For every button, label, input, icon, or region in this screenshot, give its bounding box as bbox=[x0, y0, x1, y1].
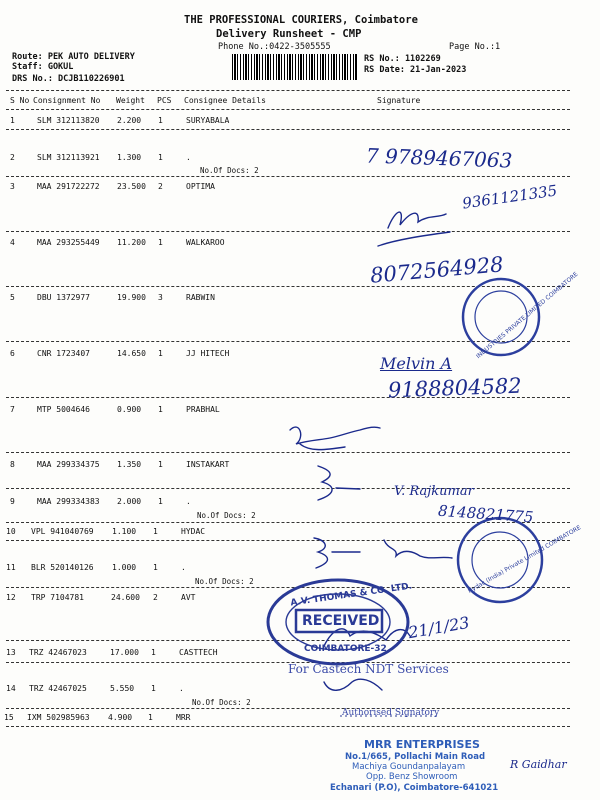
row-pcs: 1 bbox=[151, 648, 156, 657]
row-consignment: MAA 299334383 bbox=[37, 497, 100, 506]
row-sno: 2 bbox=[10, 153, 15, 162]
row-weight: 2.000 bbox=[117, 497, 142, 506]
row-consignee: JJ HITECH bbox=[186, 349, 230, 358]
mrr-stamp-name: MRR ENTERPRISES bbox=[364, 738, 480, 751]
docs-count: No.Of Docs: 2 bbox=[192, 698, 251, 707]
stamp-for-line: For Castech NDT Services bbox=[288, 662, 449, 676]
row-consignment: MAA 291722272 bbox=[37, 182, 100, 191]
row-consignee: OPTIMA bbox=[186, 182, 215, 191]
row-sno: 9 bbox=[10, 497, 15, 506]
docs-count: No.Of Docs: 2 bbox=[195, 577, 254, 586]
row-weight: 5.550 bbox=[110, 684, 135, 693]
row-consignment: SLM 312113820 bbox=[37, 116, 100, 125]
stamp-received: RECEIVED bbox=[302, 613, 380, 629]
col-signature: Signature bbox=[377, 96, 421, 105]
row-sno: 11 bbox=[6, 563, 16, 572]
row-consignee: . bbox=[179, 684, 184, 693]
row-sno: 3 bbox=[10, 182, 15, 191]
row-consignment: BLR 520140126 bbox=[31, 563, 94, 572]
row-weight: 1.100 bbox=[112, 527, 137, 536]
row-pcs: 3 bbox=[158, 293, 163, 302]
row-consignment: IXM 502985963 bbox=[27, 713, 90, 722]
row-consignment: TRZ 42467023 bbox=[29, 648, 87, 657]
row-sno: 4 bbox=[10, 238, 15, 247]
row-sno: 14 bbox=[6, 684, 16, 693]
row-consignment: CNR 1723407 bbox=[37, 349, 90, 358]
stamp-city: COIMBATORE-32 bbox=[304, 644, 387, 654]
row-consignment: MAA 299334375 bbox=[37, 460, 100, 469]
row-sno: 15 bbox=[4, 713, 14, 722]
page-number: Page No.:1 bbox=[449, 42, 501, 52]
col-consignee: Consignee Details bbox=[184, 96, 266, 105]
handwritten-phone: 9188804582 bbox=[387, 373, 522, 403]
row-consignee: INSTAKART bbox=[186, 460, 230, 469]
row-consignee: AVT bbox=[181, 593, 196, 602]
col-sno: S No bbox=[10, 96, 30, 105]
row-pcs: 1 bbox=[153, 563, 158, 572]
row-pcs: 1 bbox=[153, 527, 158, 536]
mrr-stamp-address: Opp. Benz Showroom bbox=[366, 772, 458, 782]
row-weight: 1.350 bbox=[117, 460, 142, 469]
row-weight: 11.200 bbox=[117, 238, 146, 247]
mrr-stamp-address: Machiya Goundanpalayam bbox=[352, 762, 466, 772]
rs-date: RS Date: 21-Jan-2023 bbox=[364, 65, 467, 75]
col-pcs: PCS bbox=[157, 96, 172, 105]
row-consignee: SURYABALA bbox=[186, 116, 230, 125]
stamp-company: A.V. THOMAS & CO. LTD. bbox=[289, 581, 413, 609]
row-pcs: 1 bbox=[158, 238, 163, 247]
row-sno: 6 bbox=[10, 349, 15, 358]
stamp-auth-sign: Authorised Signatory bbox=[342, 708, 440, 718]
row-sno: 1 bbox=[10, 116, 15, 125]
route-label: Route: PEK AUTO DELIVERY bbox=[12, 52, 135, 62]
row-consignee: MRR bbox=[176, 713, 191, 722]
row-consignment: MAA 293255449 bbox=[37, 238, 100, 247]
row-consignee: CASTTECH bbox=[179, 648, 218, 657]
row-consignee: HYDAC bbox=[181, 527, 206, 536]
row-pcs: 1 bbox=[158, 460, 163, 469]
handwritten-name: R Gaidhar bbox=[510, 758, 567, 771]
row-consignee: . bbox=[181, 563, 186, 572]
row-pcs: 2 bbox=[158, 182, 163, 191]
row-weight: 1.000 bbox=[112, 563, 137, 572]
row-pcs: 2 bbox=[153, 593, 158, 602]
company-title: THE PROFESSIONAL COURIERS, Coimbatore bbox=[184, 14, 418, 26]
row-sno: 5 bbox=[10, 293, 15, 302]
handwritten-phone: 8072564928 bbox=[369, 252, 505, 288]
row-weight: 1.300 bbox=[117, 153, 142, 162]
runsheet-title: Delivery Runsheet - CMP bbox=[216, 28, 362, 40]
row-weight: 2.200 bbox=[117, 116, 142, 125]
row-weight: 0.900 bbox=[117, 405, 142, 414]
handwritten-phone: 8148821775 bbox=[437, 501, 534, 527]
row-sno: 13 bbox=[6, 648, 16, 657]
handwritten-phone: 9361121335 bbox=[461, 181, 559, 213]
handwritten-date: 21/1/23 bbox=[406, 612, 471, 643]
rabwin-stamp: INDUSTRIES PRIVATE LIMITED COIMBATORE bbox=[475, 270, 580, 361]
row-sno: 12 bbox=[6, 593, 16, 602]
row-consignee: RABWIN bbox=[186, 293, 215, 302]
row-pcs: 1 bbox=[158, 349, 163, 358]
row-pcs: 1 bbox=[158, 153, 163, 162]
row-weight: 17.000 bbox=[110, 648, 139, 657]
row-consignment: VPL 941040769 bbox=[31, 527, 94, 536]
row-consignment: DBU 1372977 bbox=[37, 293, 90, 302]
row-weight: 19.900 bbox=[117, 293, 146, 302]
row-sno: 7 bbox=[10, 405, 15, 414]
row-consignment: MTP 5004646 bbox=[37, 405, 90, 414]
phone-number: Phone No.:0422-3505555 bbox=[218, 42, 331, 52]
row-pcs: 1 bbox=[158, 116, 163, 125]
row-pcs: 1 bbox=[158, 497, 163, 506]
row-consignee: . bbox=[186, 497, 191, 506]
rs-number: RS No.: 1102269 bbox=[364, 54, 441, 64]
handwritten-name: Melvin A bbox=[380, 354, 453, 373]
row-sno: 8 bbox=[10, 460, 15, 469]
row-consignee: . bbox=[186, 153, 191, 162]
handwritten-name: V. Rajkumar bbox=[394, 484, 474, 499]
row-weight: 4.900 bbox=[108, 713, 133, 722]
hydac-stamp: Hydac (India) Private Limited COIMBATORE bbox=[466, 524, 583, 595]
col-weight: Weight bbox=[116, 96, 145, 105]
docs-count: No.Of Docs: 2 bbox=[200, 166, 259, 175]
handwritten-phone: 7 9789467063 bbox=[365, 143, 513, 173]
row-consignee: WALKAROO bbox=[186, 238, 225, 247]
staff-label: Staff: GOKUL bbox=[12, 62, 74, 72]
row-consignee: PRABHAL bbox=[186, 405, 220, 414]
row-weight: 14.650 bbox=[117, 349, 146, 358]
drs-number: DRS No.: DCJB110226901 bbox=[12, 74, 125, 84]
col-consignment: Consignment No bbox=[33, 96, 101, 105]
docs-count: No.Of Docs: 2 bbox=[197, 511, 256, 520]
row-weight: 24.600 bbox=[111, 593, 140, 602]
row-pcs: 1 bbox=[151, 684, 156, 693]
mrr-stamp-address: No.1/665, Pollachi Main Road bbox=[345, 752, 486, 762]
row-sno: 10 bbox=[6, 527, 16, 536]
row-pcs: 1 bbox=[158, 405, 163, 414]
row-weight: 23.500 bbox=[117, 182, 146, 191]
row-consignment: TRP 7104781 bbox=[31, 593, 84, 602]
row-consignment: SLM 312113921 bbox=[37, 153, 100, 162]
mrr-stamp-address: Echanari (P.O), Coimbatore-641021 bbox=[330, 783, 499, 793]
row-consignment: TRZ 42467025 bbox=[29, 684, 87, 693]
row-pcs: 1 bbox=[148, 713, 153, 722]
